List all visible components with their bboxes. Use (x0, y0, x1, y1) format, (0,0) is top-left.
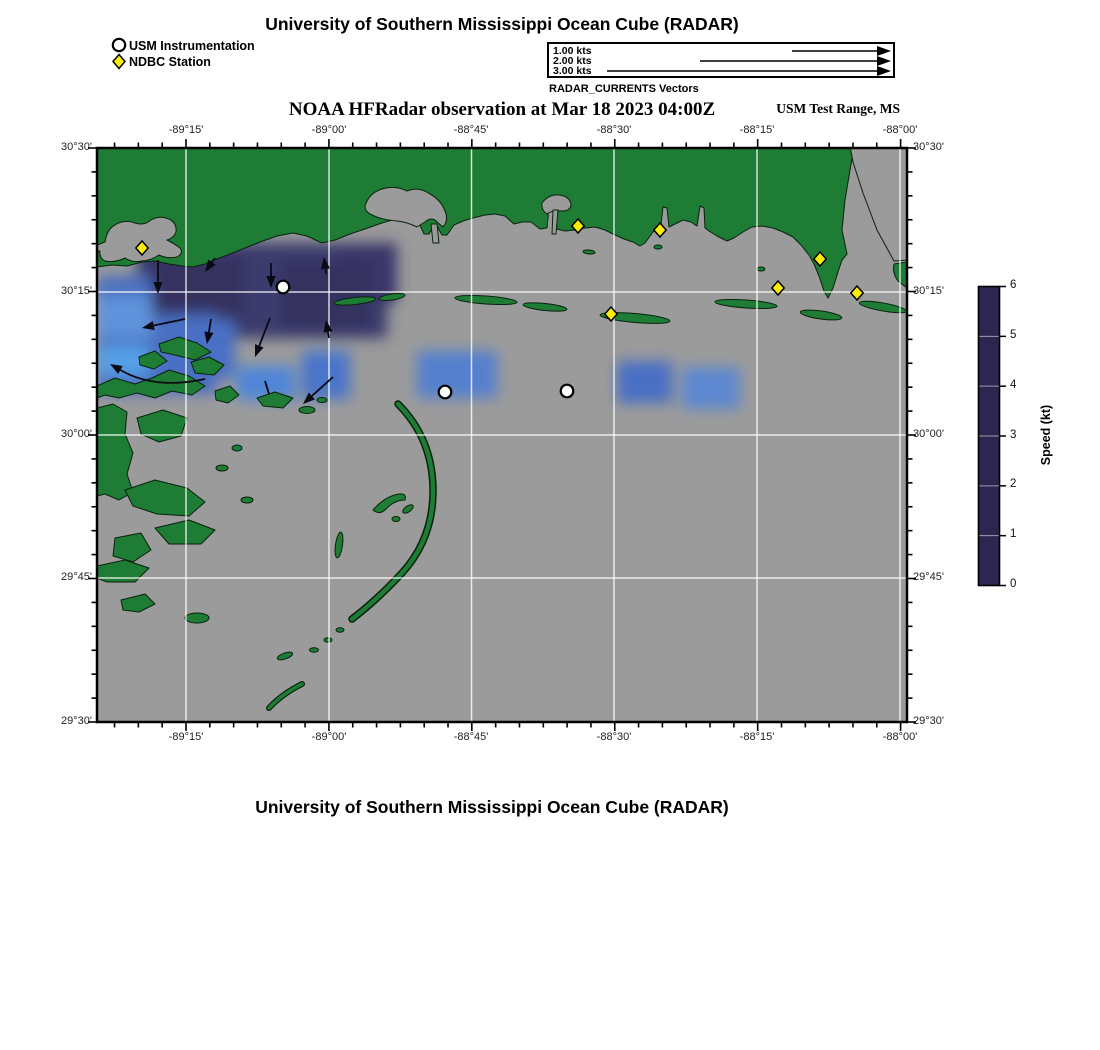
vector-scale-2kt-label: 2.00 kts (553, 55, 592, 67)
lat-label-right-3: 29°45' (913, 571, 944, 583)
usm-instrumentation-marker (561, 385, 574, 398)
islet (392, 517, 400, 522)
lat-label-right-2: 30°00' (913, 428, 944, 440)
usm-instrumentation-icon (113, 39, 125, 51)
lat-label-left-0: 30°30' (61, 141, 92, 153)
lat-label-right-4: 29°30' (913, 715, 944, 727)
colorbar-tick-1: 1 (1010, 528, 1017, 540)
colorbar-tick-5: 5 (1010, 329, 1017, 341)
st-louis-bay-channel (431, 224, 439, 243)
legend-marker-icons (111, 37, 129, 71)
islet (310, 648, 319, 652)
vector-scale-title: RADAR_CURRENTS Vectors (549, 83, 699, 95)
colorbar-tick-6: 6 (1010, 279, 1017, 291)
lon-label-top-4: -88°15' (739, 124, 775, 136)
lon-label-top-5: -88°00' (882, 124, 918, 136)
vector-scale-box (547, 42, 895, 78)
marsh (216, 465, 228, 471)
vector-scale-arrows (549, 44, 893, 76)
lat-label-left-4: 29°30' (61, 715, 92, 727)
colorbar-tick-4: 4 (1010, 379, 1017, 391)
lon-label-bottom-1: -89°00' (311, 731, 347, 743)
lat-label-left-2: 30°00' (61, 428, 92, 440)
lon-label-bottom-2: -88°45' (453, 731, 489, 743)
vector-scale-3kt-label: 3.00 kts (553, 65, 592, 77)
lat-label-left-3: 29°45' (61, 571, 92, 583)
vector-scale-1kt-label: 1.00 kts (553, 45, 592, 57)
colorbar-axis-label: Speed (kt) (1039, 404, 1053, 466)
map-plot (87, 138, 917, 732)
bottom-title: University of Southern Mississippi Ocean Cube (RADAR) (255, 797, 729, 817)
islet (757, 267, 765, 271)
lon-label-bottom-5: -88°00' (882, 731, 918, 743)
lat-label-left-1: 30°15' (61, 285, 92, 297)
legend-usm-label: USM Instrumentation (129, 39, 255, 53)
marsh (241, 497, 253, 503)
islet (336, 628, 344, 632)
islet (654, 245, 662, 249)
islet (324, 638, 332, 642)
marsh (185, 613, 209, 623)
observation-subtitle: NOAA HFRadar observation at Mar 18 2023 04:00Z (288, 99, 716, 120)
lon-label-bottom-3: -88°30' (596, 731, 632, 743)
usm-instrumentation-marker (439, 386, 452, 399)
marsh (232, 445, 242, 451)
speed-colorbar (977, 285, 1025, 587)
lon-label-bottom-0: -89°15' (168, 731, 204, 743)
test-range-label: USM Test Range, MS (776, 101, 900, 116)
marsh (317, 398, 327, 403)
colorbar-tick-0: 0 (1010, 578, 1017, 590)
lon-label-top-3: -88°30' (596, 124, 632, 136)
lon-label-top-1: -89°00' (311, 124, 347, 136)
colorbar-tick-3: 3 (1010, 429, 1017, 441)
usm-instrumentation-marker (277, 281, 290, 294)
lon-label-top-0: -89°15' (168, 124, 204, 136)
lat-label-right-0: 30°30' (913, 141, 944, 153)
colorbar-tick-2: 2 (1010, 478, 1017, 490)
ndbc-station-icon (113, 55, 125, 69)
lat-label-right-1: 30°15' (913, 285, 944, 297)
legend-ndbc-label: NDBC Station (129, 55, 211, 69)
page-title: University of Southern Mississippi Ocean Cube (RADAR) (265, 14, 739, 34)
marsh (299, 407, 315, 414)
lon-label-top-2: -88°45' (453, 124, 489, 136)
station-legend (111, 37, 129, 76)
lon-label-bottom-4: -88°15' (739, 731, 775, 743)
